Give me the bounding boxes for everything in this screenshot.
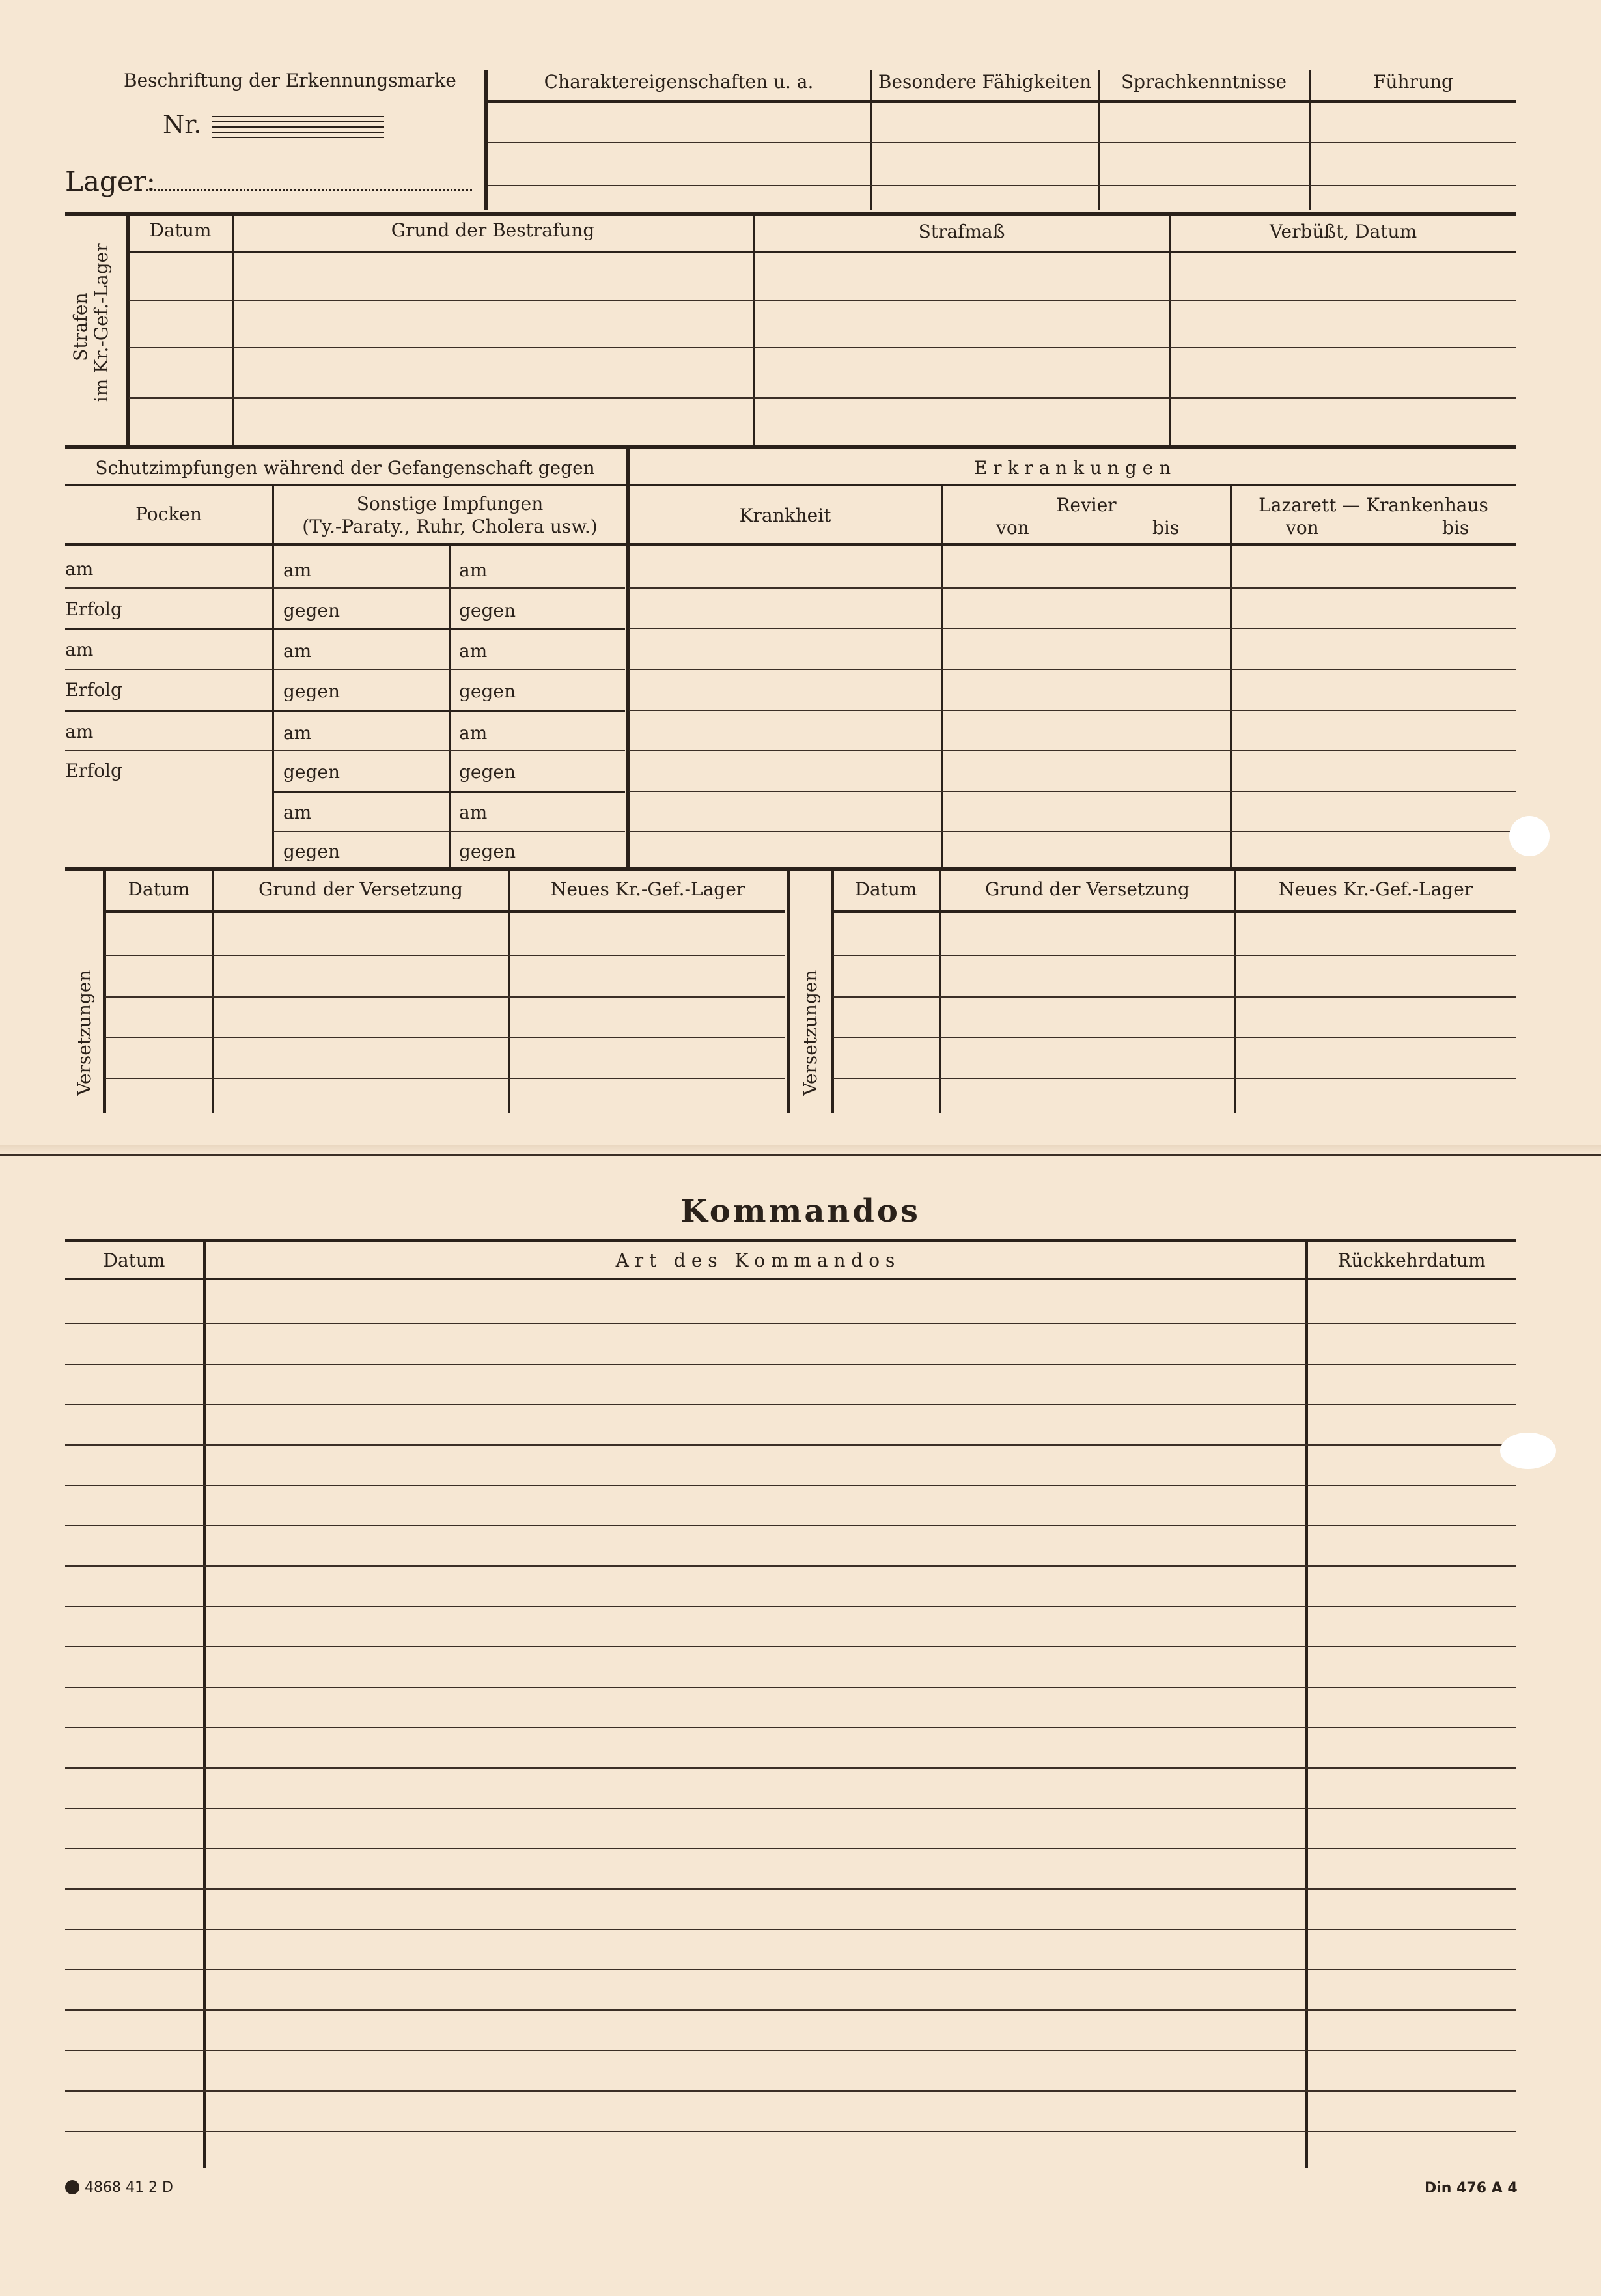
other-am-1a: am [283, 559, 312, 581]
punish-measure-header: Strafmaß [918, 221, 1005, 242]
kommando-row-line [65, 1404, 1516, 1405]
kommando-row-line [65, 1565, 1516, 1567]
kommando-row-line [65, 1808, 1516, 1809]
transfer-date-header-left: Datum [128, 878, 190, 900]
kommando-row-line [65, 2009, 1516, 2011]
pox-erfolg-1: Erfolg [65, 598, 122, 620]
other-gegen-2b: gegen [459, 680, 516, 702]
transfer-reason-header-left: Grund der Versetzung [258, 878, 463, 900]
languages-header: Sprachkenntnisse [1121, 71, 1287, 92]
print-mark-icon [65, 2180, 79, 2194]
other-vaccinations-header-1: Sonstige Impfungen [356, 493, 544, 514]
other-am-2b: am [459, 640, 488, 662]
kommando-row-line [65, 1364, 1516, 1365]
print-code-text: 4868 41 2 D [85, 2179, 173, 2196]
other-am-1b: am [459, 559, 488, 581]
kommando-date-header: Datum [103, 1250, 165, 1271]
other-vaccinations-header-2: (Ty.-Paraty., Ruhr, Cholera usw.) [302, 516, 598, 537]
pox-am-3: am [65, 721, 94, 742]
kommando-row-line [65, 1323, 1516, 1324]
illnesses-title: E r k r a n k u n g e n [973, 457, 1171, 479]
hospital-von: von [1286, 517, 1319, 539]
kommando-row-line [65, 2050, 1516, 2051]
punish-reason-header: Grund der Bestrafung [391, 219, 595, 241]
kommando-row-line [65, 1687, 1516, 1688]
print-code [65, 2180, 173, 2195]
paper-fold [0, 1145, 1601, 1154]
kommando-return-header: Rückkehrdatum [1337, 1250, 1486, 1271]
punch-hole-bottom [1500, 1433, 1556, 1469]
camp-label: Lager: [65, 165, 156, 197]
vaccinations-title: Schutzimpfungen während der Gefangenschaft gegen [95, 457, 595, 479]
special-skills-header: Besondere Fähigkeiten [878, 71, 1092, 92]
din-code: Din 476 A 4 [1425, 2180, 1518, 2196]
kommando-row-line [65, 1727, 1516, 1728]
other-gegen-4b: gegen [459, 841, 516, 862]
other-gegen-1b: gegen [459, 600, 516, 621]
hospital-header: Lazarett — Krankenhaus [1259, 494, 1488, 516]
other-am-3a: am [283, 722, 312, 744]
kommando-row-line [65, 1525, 1516, 1526]
other-gegen-4a: gegen [283, 841, 341, 862]
punishments-side-label-1: Strafen [69, 292, 91, 361]
other-am-4b: am [459, 802, 488, 823]
revier-von: von [996, 517, 1029, 539]
punishments-side-label-2: im Kr.-Gef.-Lager [90, 243, 112, 402]
other-gegen-1a: gegen [283, 600, 341, 621]
other-gegen-2a: gegen [283, 680, 341, 702]
other-gegen-3b: gegen [459, 761, 516, 783]
kommando-row-line [65, 2090, 1516, 2092]
kommandos-title: Kommandos [680, 1193, 921, 1229]
transfer-reason-header-right: Grund der Versetzung [985, 878, 1190, 900]
kommando-row-line [65, 1444, 1516, 1446]
punch-hole-top [1509, 816, 1550, 856]
nr-field[interactable] [212, 112, 384, 138]
pox-erfolg-2: Erfolg [65, 679, 122, 701]
transfers-side-label-left: Versetzungen [73, 970, 95, 1096]
kommando-row-line [65, 1848, 1516, 1849]
kommando-row-line [65, 1606, 1516, 1607]
conduct-header: Führung [1373, 71, 1453, 92]
kommando-row-line [65, 1767, 1516, 1769]
punishments-side-label [69, 243, 112, 402]
other-am-4a: am [283, 802, 312, 823]
kommando-type-header: A r t d e s K o m m a n d o s [615, 1250, 895, 1271]
transfer-new-camp-header-right: Neues Kr.-Gef.-Lager [1278, 878, 1473, 900]
punish-date-header: Datum [149, 219, 212, 241]
tag-inscription-label: Beschriftung der Erkennungsmarke [124, 70, 456, 91]
kommando-row-line [65, 2131, 1516, 2132]
transfer-date-header-right: Datum [855, 878, 917, 900]
pox-am-1: am [65, 558, 94, 580]
other-gegen-3a: gegen [283, 761, 341, 783]
kommando-row-line [65, 1969, 1516, 1970]
hospital-bis: bis [1442, 517, 1469, 539]
pox-header: Pocken [135, 503, 202, 525]
other-am-3b: am [459, 722, 488, 744]
revier-bis: bis [1152, 517, 1180, 539]
pox-am-2: am [65, 639, 94, 660]
transfer-new-camp-header-left: Neues Kr.-Gef.-Lager [550, 878, 745, 900]
revier-header: Revier [1056, 494, 1117, 516]
transfers-side-label-right: Versetzungen [799, 970, 821, 1096]
illness-header: Krankheit [739, 505, 831, 526]
kommando-row-line [65, 1646, 1516, 1647]
kommando-row-line [65, 1888, 1516, 1890]
kommando-row-line [65, 1485, 1516, 1486]
character-header: Charaktereigenschaften u. a. [544, 71, 814, 92]
camp-field[interactable] [146, 189, 472, 191]
other-am-2a: am [283, 640, 312, 662]
punish-served-header: Verbüßt, Datum [1269, 221, 1417, 242]
nr-label: Nr. [163, 110, 202, 139]
kommando-row-line [65, 1929, 1516, 1930]
pox-erfolg-3: Erfolg [65, 760, 122, 781]
